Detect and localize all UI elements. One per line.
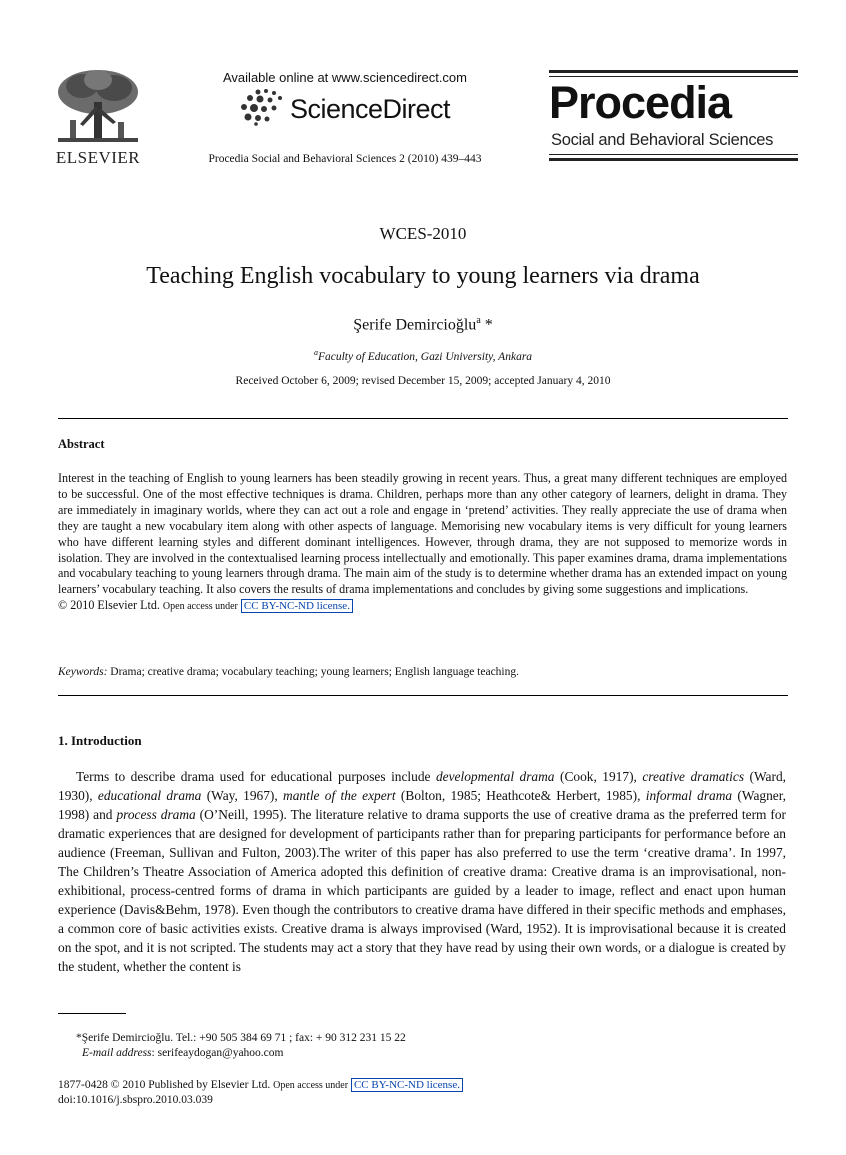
affiliation-mark: a [313, 348, 318, 357]
author-line [0, 315, 846, 334]
abstract-top-rule [58, 418, 788, 419]
abstract-bottom-rule [58, 695, 788, 696]
procedia-logo-subtitle: Social and Behavioral Sciences [551, 131, 774, 149]
abstract-text: Interest in the teaching of English to young learners has been steadily growing in recent years. Thus, a great many different techniques are employed to be successful. One of the most effective techniques is drama. Children, perhaps more than any other category of learners, delight in drama. They are immediately in imaginary worlds, where they can act out a role and engage in ‘pretend’ activities. They really appreciate the use of drama when they are taught a new vocabulary item along with other aspects of language. Memorising new vocabulary items is very difficult for young learners who have different learning styles and different dominant intelligences. However, through drama, they are not supposed to memorize words in isolation. They are involved in the contextualised learning process intellectually and emotionally. This paper examines drama, drama implementations and vocabulary teaching to young learners through drama. The main aim of the study is to determine whether drama has an extended impact on young learners’ vocabulary teaching. It also covers the results of drama implementations and concludes by giving some suggestions and implications. [58, 471, 787, 597]
abstract-copyright-line [58, 598, 787, 615]
introduction-body [58, 767, 786, 976]
abstract-heading: Abstract [58, 437, 105, 451]
received-dates: Received October 6, 2009; revised December 15, 2009; accepted January 4, 2010 [235, 375, 611, 387]
copyright-text: © 2010 Elsevier Ltd. [58, 598, 160, 613]
procedia-logo-title: Procedia [549, 77, 732, 128]
journal-citation: Procedia Social and Behavioral Sciences 2 (2010) 439–443 [208, 153, 482, 165]
author-name: Şerife Demircioğlu [353, 316, 477, 334]
email-value[interactable]: : serifeaydogan@yahoo.com [151, 1047, 284, 1059]
conference-name: WCES-2010 [379, 224, 467, 243]
issn-text: 1877-0428 © 2010 Published by Elsevier Ltd. [58, 1079, 271, 1091]
keywords-text: Drama; creative drama; vocabulary teaching; young learners; English language teaching. [110, 666, 520, 678]
footer-license-link[interactable]: CC BY-NC-ND license. [351, 1078, 463, 1092]
author-email [82, 1047, 283, 1059]
procedia-bottom-rule [549, 158, 798, 161]
paper-title: Teaching English vocabulary to young learners via drama [146, 263, 700, 289]
email-label: E-mail address [82, 1047, 152, 1059]
available-online-text[interactable]: Available online at www.sciencedirect.com [223, 70, 467, 85]
issn-line [58, 1078, 463, 1092]
publisher-name: ELSEVIER [55, 148, 141, 167]
author-contact: *Şerife Demircioğlu. Tel.: +90 505 384 69 71 ; fax: + 90 312 231 15 22 [76, 1032, 406, 1044]
footnote-rule [58, 1013, 126, 1014]
footer-open-access-text: Open access under [273, 1080, 349, 1091]
keywords-label: Keywords: [58, 666, 108, 678]
keywords-line [58, 666, 519, 678]
sciencedirect-logo[interactable]: ScienceDirect [290, 94, 451, 124]
open-access-text: Open access under [162, 601, 238, 613]
sciencedirect-dots-icon [236, 88, 288, 131]
license-link[interactable]: CC BY-NC-ND license. [241, 599, 353, 613]
affiliation [0, 348, 846, 363]
procedia-top-rule [549, 70, 798, 73]
abstract-body [58, 471, 787, 615]
corresponding-mark: * [480, 316, 493, 334]
author-affiliation-mark: a [476, 315, 481, 326]
affiliation-text: Faculty of Education, Gazi University, Ankara [317, 350, 533, 363]
doi[interactable]: doi:10.1016/j.sbspro.2010.03.039 [58, 1094, 213, 1106]
introduction-paragraph: Terms to describe drama used for educational purposes include developmental drama (Cook, 1917), creative dramatics (Ward, 1930), educational drama (Way, 1967), mantle of the expert (Bolton, 1985; Heathcote& Herbert, 1985), informal drama (Wagner, 1998) and process drama (O’Neill, 1995). The literature relative to drama supports the use of creative drama as the preferred term for dramatic experiences that are designed for development of participants rather than for preparing participants for performance before an audience (Freeman, Sullivan and Fulton, 2003).The writer of this paper has also preferred to use the term ‘creative drama’. In 1997, The Children’s Theatre Association of America adopted this definition of creative drama: Creative drama is an improvisational, non-exhibitional, process-centred forms of drama in which participants are guided by a leader to image, reflect and enact upon human experience (Davis&Behm, 1978). Even though the contributors to creative drama have differed in their specific methods and emphases, a common core of basic activities exists. Creative drama is always improvised (Ward, 1952). It is improvisational because it is created on the spot, and it is not scripted. The students may act a story that they have read by using their own words, or a dialogue is created by the student, whether the content is [58, 769, 786, 974]
introduction-heading: 1. Introduction [58, 733, 142, 748]
procedia-bottom-rule-thin [549, 154, 798, 155]
